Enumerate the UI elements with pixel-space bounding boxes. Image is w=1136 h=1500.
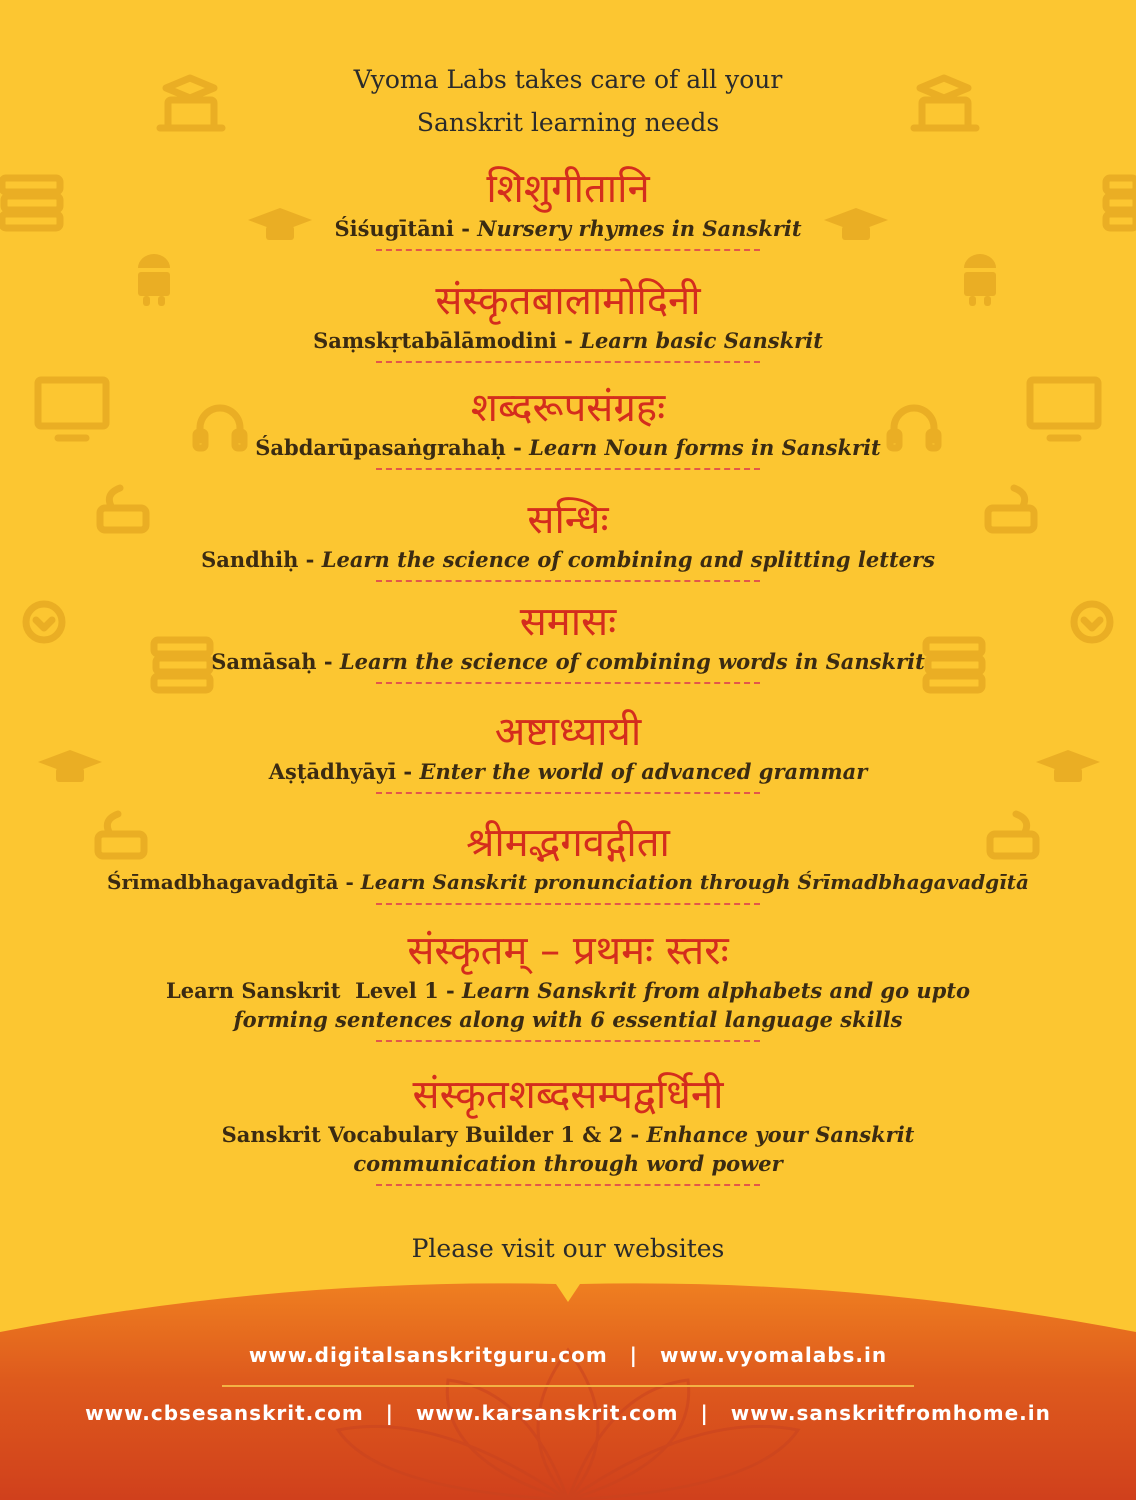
section-subtitle: Learn Noun forms in Sanskrit <box>529 435 881 460</box>
dashed-divider <box>376 1184 760 1186</box>
section-title: Saṃskṛtabālāmodini <box>313 328 557 353</box>
section-astadhyayi <box>0 707 1136 794</box>
section-title: Sandhiḥ <box>201 547 299 572</box>
section-description: Saṃskṛtabālāmodini - Learn basic Sanskrit <box>313 328 823 353</box>
section-description: Samāsaḥ - Learn the science of combining words in Sanskrit <box>211 649 925 674</box>
section-description: Aṣṭādhyāyī - Enter the world of advanced grammar <box>268 759 868 784</box>
websites-row-1 <box>0 1343 1136 1367</box>
section-devanagari-title: अष्टाध्यायी <box>494 709 642 755</box>
section-subtitle: Nursery rhymes in Sanskrit <box>477 216 802 241</box>
section-description: Sandhiḥ - Learn the science of combining and splitting letters <box>201 547 935 572</box>
section-subtitle-line-2: forming sentences along with 6 essential language skills <box>233 1007 903 1032</box>
section-title: Śiśugītāni <box>334 216 454 241</box>
section-devanagari-title: संस्कृतबालामोदिनी <box>435 278 701 324</box>
section-sandhih <box>0 495 1136 582</box>
intro-line-2: Sanskrit learning needs <box>416 108 720 137</box>
section-sisugitani <box>0 164 1136 251</box>
section-devanagari-title: श्रीमद्भगवद्गीता <box>466 820 670 866</box>
website-link[interactable]: www.sanskritfromhome.in <box>730 1401 1051 1425</box>
section-subtitle: Enter the world of advanced grammar <box>419 759 868 784</box>
intro-line-1: Vyoma Labs takes care of all your <box>353 65 783 94</box>
section-devanagari-title: संस्कृतशब्दसम्पद्वर्धिनी <box>412 1072 724 1118</box>
section-title: Aṣṭādhyāyī <box>268 759 397 784</box>
section-devanagari-title: संस्कृतम् – प्रथमः स्तरः <box>407 928 729 974</box>
section-sabdarupasangrahah <box>0 383 1136 470</box>
section-subtitle: Learn the science of combining words in Sanskrit <box>339 649 925 674</box>
section-title: Samāsaḥ <box>211 649 317 674</box>
section-description: Śiśugītāni - Nursery rhymes in Sanskrit <box>334 216 802 241</box>
website-link[interactable]: www.karsanskrit.com <box>415 1401 679 1425</box>
section-devanagari-title: शब्दरूपसंग्रहः <box>470 385 666 431</box>
section-level-1 <box>0 926 1136 1042</box>
dashed-divider <box>376 903 760 905</box>
link-separator: | <box>700 1401 709 1425</box>
section-devanagari-title: समासः <box>519 599 617 645</box>
section-description: Learn Sanskrit Level 1 - Learn Sanskrit from alphabets and go upto <box>165 978 971 1003</box>
website-link[interactable]: www.digitalsanskritguru.com <box>248 1343 608 1367</box>
dashed-divider <box>376 580 760 582</box>
link-separator: | <box>629 1343 638 1367</box>
section-title: Śabdarūpasaṅgrahaḥ <box>255 435 506 460</box>
link-separator: | <box>385 1401 394 1425</box>
section-title: Learn Sanskrit Level 1 <box>165 978 439 1003</box>
section-description: Śrīmadbhagavadgītā - Learn Sanskrit pronunciation through Śrīmadbhagavadgītā <box>107 870 1029 894</box>
dashed-divider <box>376 468 760 470</box>
section-description: Sanskrit Vocabulary Builder 1 & 2 - Enhance your Sanskrit <box>221 1122 915 1147</box>
section-subtitle: Learn Sanskrit pronunciation through Śrīmadbhagavadgītā <box>360 870 1029 894</box>
websites-row-2 <box>0 1401 1136 1425</box>
section-devanagari-title: शिशुगीतानि <box>486 166 650 212</box>
section-subtitle: Learn Sanskrit from alphabets and go upto <box>462 978 971 1003</box>
dashed-divider <box>376 792 760 794</box>
visit-websites-text: Please visit our websites <box>411 1234 725 1263</box>
dashed-divider <box>376 249 760 251</box>
section-samskrtabalamodini <box>0 276 1136 363</box>
section-devanagari-title: सन्धिः <box>527 497 609 543</box>
section-title: Sanskrit Vocabulary Builder 1 & 2 <box>221 1122 624 1147</box>
dashed-divider <box>376 361 760 363</box>
section-title: Śrīmadbhagavadgītā <box>107 870 339 894</box>
section-vocabulary-builder <box>0 1070 1136 1186</box>
dashed-divider <box>376 1040 760 1042</box>
dashed-divider <box>376 682 760 684</box>
section-srimadbhagavadgita <box>0 818 1136 905</box>
website-link[interactable]: www.vyomalabs.in <box>659 1343 888 1367</box>
section-subtitle: Learn basic Sanskrit <box>580 328 823 353</box>
section-samasah <box>0 597 1136 684</box>
section-subtitle-line-2: communication through word power <box>353 1151 783 1176</box>
section-subtitle: Enhance your Sanskrit <box>646 1122 915 1147</box>
section-description: Śabdarūpasaṅgrahaḥ - Learn Noun forms in Sanskrit <box>255 435 881 460</box>
intro-heading <box>0 58 1136 144</box>
section-subtitle: Learn the science of combining and splitting letters <box>321 547 935 572</box>
website-link[interactable]: www.cbsesanskrit.com <box>85 1401 364 1425</box>
websites-divider <box>222 1385 914 1387</box>
